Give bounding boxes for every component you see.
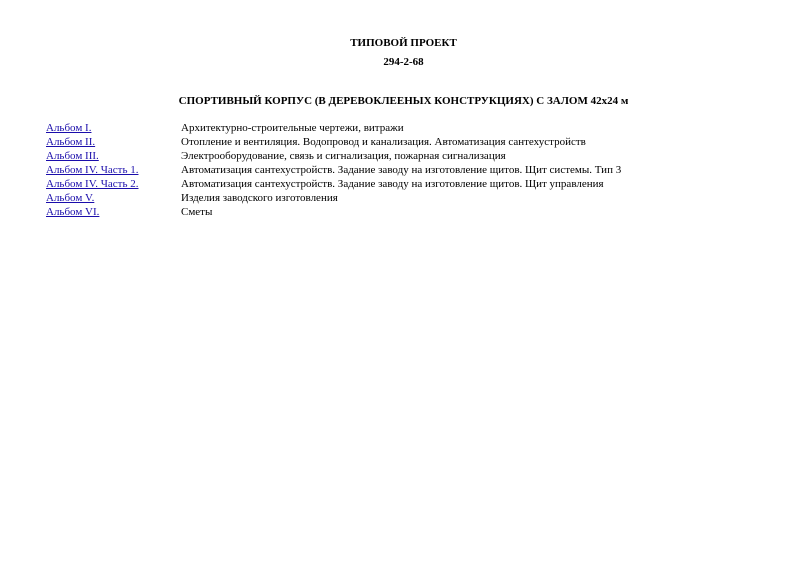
project-number-heading: 294-2-68 bbox=[383, 56, 424, 68]
album-5-description: Изделия заводского изготовления bbox=[181, 192, 338, 204]
project-type-heading: ТИПОВОЙ ПРОЕКТ bbox=[350, 37, 457, 49]
album-5-link[interactable]: Альбом V. bbox=[46, 192, 95, 204]
album-1-link[interactable]: Альбом I. bbox=[46, 122, 92, 134]
album-row-4 bbox=[46, 163, 766, 177]
album-3-link[interactable]: Альбом III. bbox=[46, 150, 99, 162]
album-4-part-1-link[interactable]: Альбом IV. Часть 1. bbox=[46, 164, 139, 176]
album-6-description: Сметы bbox=[181, 206, 213, 218]
album-row-7 bbox=[46, 205, 766, 219]
album-list bbox=[46, 121, 766, 219]
album-6-link[interactable]: Альбом VI. bbox=[46, 206, 100, 218]
album-2-link[interactable]: Альбом II. bbox=[46, 136, 96, 148]
album-row-5 bbox=[46, 177, 766, 191]
album-1-description: Архитектурно-строительные чертежи, витражи bbox=[181, 122, 404, 134]
album-4-part-2-link[interactable]: Альбом IV. Часть 2. bbox=[46, 178, 139, 190]
album-row-3 bbox=[46, 149, 766, 163]
album-4-part-2-description: Автоматизация сантехустройств. Задание заводу на изготовление щитов. Щит управления bbox=[181, 178, 604, 190]
album-row-1 bbox=[46, 121, 766, 135]
album-4-part-1-description: Автоматизация сантехустройств. Задание заводу на изготовление щитов. Щит системы. Тип 3 bbox=[181, 164, 622, 176]
album-row-2 bbox=[46, 135, 766, 149]
project-title-heading: СПОРТИВНЫЙ КОРПУС (В ДЕРЕВОКЛЕЕНЫХ КОНСТРУКЦИЯХ) С ЗАЛОМ 42х24 м bbox=[178, 95, 629, 107]
album-2-description: Отопление и вентиляция. Водопровод и канализация. Автоматизация сантехустройств bbox=[181, 136, 586, 148]
album-row-6 bbox=[46, 191, 766, 205]
album-3-description: Электрооборудование, связь и сигнализация, пожарная сигнализация bbox=[181, 150, 506, 162]
